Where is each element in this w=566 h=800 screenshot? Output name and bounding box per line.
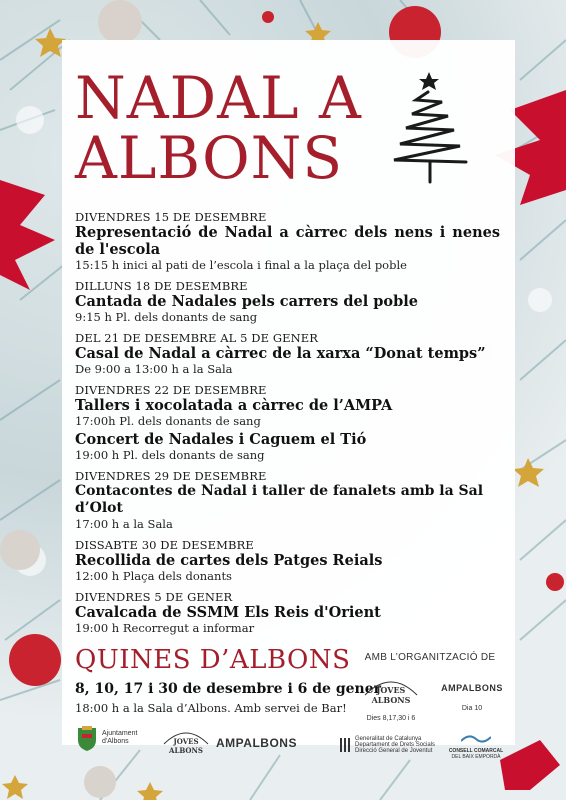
- consell-line-1: CONSELL COMARCAL: [448, 748, 504, 754]
- generalitat-line-2: Departament de Drets Socials: [355, 742, 436, 748]
- joves-days: Dies 8,17,30 i 6: [366, 715, 416, 722]
- event-title: Recollida de cartes dels Patges Reials: [75, 552, 383, 569]
- organization-title: AMB L’ORGANITZACIÓ DE: [364, 652, 496, 663]
- consell-wave-icon: [461, 733, 491, 743]
- page-title: [75, 64, 362, 192]
- event-7: [75, 590, 500, 636]
- coat-of-arms-icon: [76, 724, 98, 752]
- organization-block: [350, 652, 510, 722]
- footer-ampalbons-logo: AMPALBONS: [216, 736, 297, 750]
- event-detail: De 9:00 a 13:00 h a la Sala: [75, 362, 233, 376]
- ajuntament-line-1: Ajuntament: [102, 730, 138, 737]
- event-detail: 17:00 h a la Sala: [75, 517, 173, 531]
- event-4: [75, 383, 500, 463]
- footer-joves-label: JOVES ALBONS: [169, 737, 203, 755]
- event-1: [75, 210, 500, 273]
- event-date: DILLUNS 18 DE DESEMBRE: [75, 279, 248, 293]
- event-title: Representació de Nadal a càrrec dels nens i nenes de l'escola: [75, 224, 500, 258]
- title-line-1: NADAL A: [75, 64, 362, 132]
- event-title: Contacontes de Nadal i taller de fanalets amb la Sal d’Olot: [75, 483, 484, 516]
- event-title: Casal de Nadal a càrrec de la xarxa “Donat temps”: [75, 345, 486, 362]
- event-6: [75, 538, 500, 584]
- footer-logo-row: [70, 722, 510, 758]
- event-date: DIVENDRES 22 DE DESEMBRE: [75, 383, 267, 397]
- consell-line-2: DEL BAIX EMPORDÀ: [451, 754, 501, 760]
- ajuntament-logo: [76, 724, 137, 752]
- quines-title: QUINES D’ALBONS: [75, 645, 351, 675]
- generalitat-line-1: Generalitat de Catalunya: [355, 736, 422, 742]
- event-date: DIVENDRES 29 DE DESEMBRE: [75, 469, 267, 483]
- generalitat-stripes-icon: [340, 738, 352, 752]
- event-title: Cavalcada de SSMM Els Reis d'Orient: [75, 604, 381, 621]
- event-title: Cantada de Nadales pels carrers del poble: [75, 293, 418, 310]
- event-detail: 9:15 h Pl. dels donants de sang: [75, 310, 258, 324]
- christmas-tree-icon: [384, 70, 474, 185]
- generalitat-line-3: Direcció General de Joventut: [355, 748, 433, 754]
- joves-albons-label: JOVES ALBONS: [371, 685, 411, 705]
- event-list: [75, 210, 500, 642]
- event-2: [75, 279, 500, 325]
- event-title: Concert de Nadales i Caguem el Tió: [75, 431, 367, 448]
- event-detail: 19:00 h Pl. dels donants de sang: [75, 448, 265, 462]
- event-detail: 19:00 h Recorregut a informar: [75, 621, 255, 635]
- joves-albons-logo: [356, 673, 426, 723]
- footer-joves-logo: [156, 726, 216, 755]
- event-title: Tallers i xocolatada a càrrec de l’AMPA: [75, 397, 393, 414]
- ampa-days: Dia 10: [461, 705, 483, 712]
- event-detail: 15:15 h inici al pati de l’escola i final a la plaça del poble: [75, 258, 407, 272]
- event-date: DIVENDRES 5 DE GENER: [75, 590, 233, 604]
- quines-dates: 8, 10, 17 i 30 de desembre i 6 de gener: [75, 681, 381, 697]
- title-line-2: ALBONS: [75, 124, 344, 192]
- generalitat-logo: [340, 736, 435, 754]
- event-detail: 12:00 h Plaça dels donants: [75, 569, 232, 583]
- consell-comarcal-logo: [444, 730, 508, 760]
- event-date: DISSABTE 30 DE DESEMBRE: [75, 538, 254, 552]
- ampalbons-logo: [436, 683, 508, 713]
- event-5: [75, 469, 500, 532]
- ajuntament-line-2: d'Albons: [102, 738, 129, 745]
- event-date: DEL 21 DE DESEMBRE AL 5 DE GENER: [75, 331, 319, 345]
- event-date: DIVENDRES 15 DE DESEMBRE: [75, 210, 267, 224]
- event-detail: 17:00h Pl. dels donants de sang: [75, 414, 261, 428]
- ampalbons-label: AMPALBONS: [441, 683, 503, 693]
- event-3: [75, 331, 500, 377]
- quines-detail: 18:00 h a la Sala d’Albons. Amb servei de Bar!: [75, 701, 347, 715]
